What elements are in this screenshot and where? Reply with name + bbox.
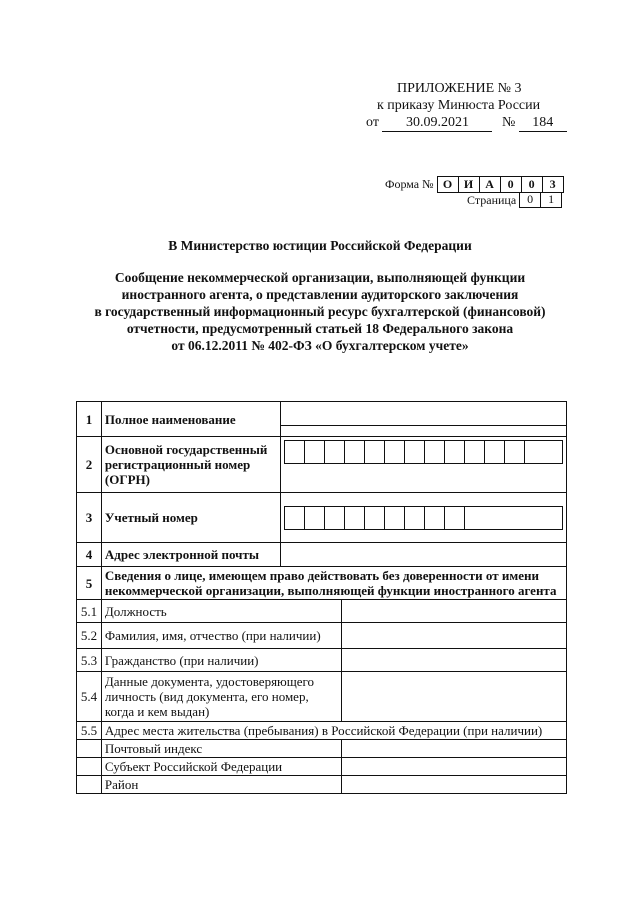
ogrn-field[interactable] [281,437,567,493]
full-name-field[interactable] [281,402,567,437]
form-code-cells [437,176,564,193]
ogrn-digit-boxes[interactable] [284,440,563,464]
page-cell: 1 [548,192,555,206]
title-line: иностранного агента, о представлении аудиторского заключения [121,287,519,302]
row-2 [77,437,567,493]
region-field[interactable] [341,758,566,776]
form-code-cell: 0 [501,177,522,192]
row-5-3 [77,649,567,672]
number-prefix: № [501,115,516,130]
full-name-person-field[interactable] [341,623,566,649]
identity-document-label: Данные документа, удостоверяющего личность (вид документа, его номер, когда и кем выдан) [101,672,341,722]
account-number-field[interactable] [281,493,567,543]
row-5-2 [77,623,567,649]
addressee: В Министерство юстиции Российской Федерации [168,238,472,253]
row-region [77,758,567,776]
row-number: 1 [77,402,102,437]
row-number: 5.5 [77,722,102,740]
report-form-table [76,401,567,794]
form-code-cell: 0 [522,177,543,192]
row-district [77,776,567,794]
district-label: Район [101,776,341,794]
row-5 [77,567,567,600]
position-field[interactable] [341,600,566,623]
email-field[interactable] [281,543,567,567]
row-number: 5.1 [77,600,102,623]
row-number: 5.2 [77,623,102,649]
full-name-label: Полное наименование [101,402,280,437]
postal-code-label: Почтовый индекс [101,740,341,758]
form-label: Форма № [385,177,434,191]
row-5-5 [77,722,567,740]
position-label: Должность [101,600,341,623]
row-3 [77,493,567,543]
full-name-person-label: Фамилия, имя, отчество (при наличии) [101,623,341,649]
authorized-person-heading: Сведения о лице, имеющем право действовать без доверенности от имени некоммерческой организации, выполняющей функции иностранного агента [101,567,566,600]
document-title [0,269,640,354]
title-line: отчетности, предусмотренный статьей 18 Федерального закона [126,321,514,336]
email-label: Адрес электронной почты [101,543,280,567]
appendix-title: ПРИЛОЖЕНИЕ № 3 [397,81,522,96]
order-date-line [366,114,567,132]
order-date: 30.09.2021 [382,114,492,132]
row-number: 5.4 [77,672,102,722]
title-line: в государственный информационный ресурс бухгалтерской (финансовой) [94,304,546,319]
row-5-4 [77,672,567,722]
postal-code-field[interactable] [341,740,566,758]
region-label: Субъект Российской Федерации [101,758,341,776]
account-digit-boxes[interactable] [284,506,563,530]
identity-document-field[interactable] [341,672,566,722]
row-number: 2 [77,437,102,493]
page-cell: 0 [520,192,541,207]
ogrn-label: Основной государственный регистрационный номер (ОГРН) [101,437,280,493]
row-number: 3 [77,493,102,543]
page-block [467,192,562,208]
account-number-label: Учетный номер [101,493,280,543]
row-number: 5.3 [77,649,102,672]
row-number: 5 [77,567,102,600]
form-code-cell: И [459,177,480,192]
row-1 [77,402,567,437]
title-line: Сообщение некоммерческой организации, выполняющей функции [114,270,526,285]
title-line: от 06.12.2011 № 402-ФЗ «О бухгалтерском учете» [171,338,469,353]
row-5-1 [77,600,567,623]
row-4 [77,543,567,567]
district-field[interactable] [341,776,566,794]
date-prefix: от [366,115,379,130]
page-label: Страница [467,192,517,207]
page-cells [519,192,562,208]
form-code-cell: А [480,177,501,192]
citizenship-label: Гражданство (при наличии) [101,649,341,672]
order-number: 184 [519,114,567,132]
order-reference: к приказу Минюста России [377,98,541,113]
citizenship-field[interactable] [341,649,566,672]
row-postal-code [77,740,567,758]
form-code-cell: О [438,177,459,192]
form-code-cell: 3 [549,177,556,191]
form-code-block [385,176,564,193]
residence-address-heading: Адрес места жительства (пребывания) в Российской Федерации (при наличии) [101,722,566,740]
row-number: 4 [77,543,102,567]
